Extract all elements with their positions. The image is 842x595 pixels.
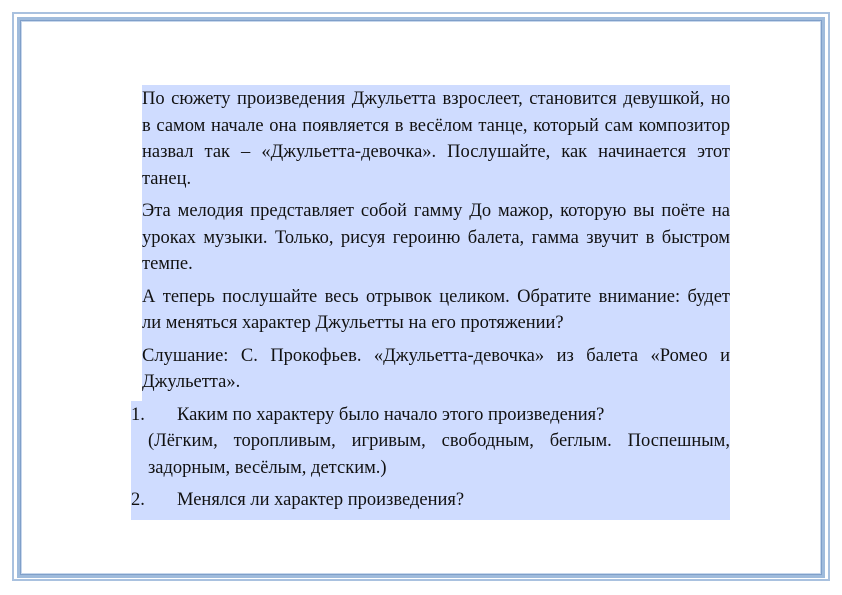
question-answers: (Лёгким, торопливым, игривым, свободным, беглым. Поспешным, задорным, весёлым, детским.) xyxy=(148,431,730,478)
paragraph-intro: По сюжету произведения Джульетта взрослеет, становится девушкой, но в самом начале она появляется в весёлом танце, который сам композитор назвал так – «Джульетта-девочка». Послушайте, как начинается этот танец. xyxy=(142,85,730,197)
question-text xyxy=(177,487,730,514)
question-text xyxy=(148,402,730,482)
list-number: 2. xyxy=(131,490,145,510)
list-number: 1. xyxy=(131,404,145,425)
paragraph-scale: Эта мелодия представляет собой гамму До мажор, которую вы поёте на уроках музыки. Только, рисуя героиню балета, гамма звучит в быстром темпе. xyxy=(142,197,730,283)
paragraph-listening-title: Слушание: С. Прокофьев. «Джульетта-девочка» из балета «Ромео и Джульетта». xyxy=(142,342,730,401)
question-first-line: Каким по характеру было начало этого произведения? xyxy=(177,404,605,425)
list-item xyxy=(131,487,730,520)
list-item xyxy=(131,402,730,488)
question-first-line: Менялся ли характер произведения? xyxy=(177,490,465,510)
questions-list xyxy=(131,401,730,520)
slide-content xyxy=(131,85,730,520)
paragraph-listen: А теперь послушайте весь отрывок целиком. Обратите внимание: будет ли меняться характер Джульетты на его протяжении? xyxy=(142,283,730,342)
